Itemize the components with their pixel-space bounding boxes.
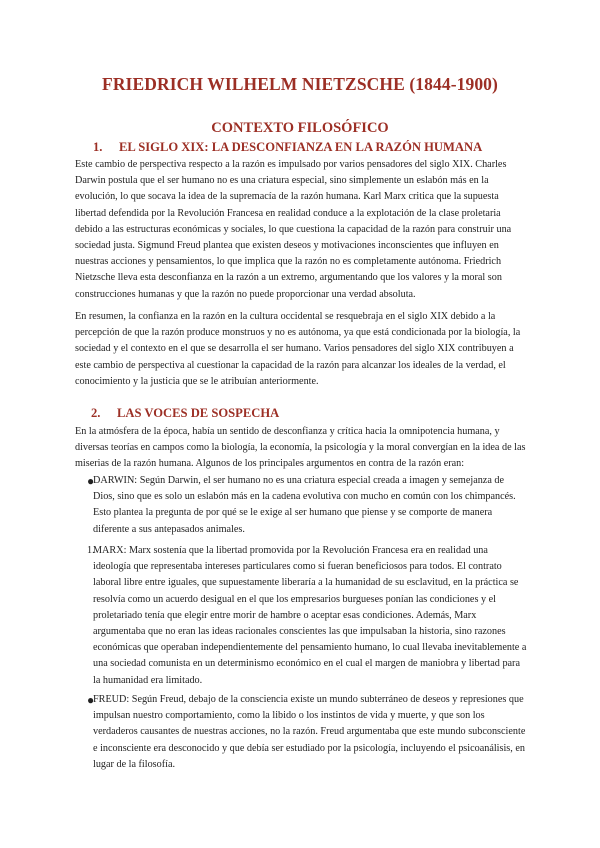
section-1-heading [93, 140, 482, 155]
section-1-paragraph-2: En resumen, la confianza en la razón en la cultura occidental se resquebraja en el siglo XIX debido a la percepción de que la razón produce monstruos y no es autónoma, ya que está condicionada por la biología, la sociedad y el contexto en el que se desarrolla el ser humano. Varios pensadores del siglo XIX contribuyen a este cambio de perspectiva al cuestionar la capacidad de la razón para alcanzar los ideales de la verdad, el conocimiento y la justicia que se le atribuían anteriormente. [75, 311, 521, 387]
section-2-number: 2. [91, 406, 101, 420]
section-2-intro: En la atmósfera de la época, había un sentido de desconfianza y crítica hacia la omnipotencia humana, y diversas teorías en campos como la biología, la economía, la psicología y la moral convergían en la idea de las miserias de la razón humana. Algunos de los principales argumentos en contra de la razón eran: [75, 426, 526, 470]
context-heading: CONTEXTO FILOSÓFICO [211, 120, 389, 136]
list-item-marx [75, 543, 527, 689]
bullet-marker: ● [87, 474, 95, 488]
section-1-number: 1. [93, 140, 103, 154]
list-item-darwin [75, 473, 527, 538]
list-item-freud [75, 692, 527, 773]
document-title: FRIEDRICH WILHELM NIETZSCHE (1844-1900) [102, 74, 498, 94]
list-item-text: FREUD: Según Freud, debajo de la consciencia existe un mundo subterráneo de deseos y represiones que impulsan nuestro comportamiento, como la libido o los instintos de vida y muerte, y que son los verdaderos causantes de nuestras acciones, no la razón. Freud argumentaba que este mundo subconsciente e inconsciente era desconocido y que debía ser estudiado por la psicología, incluyendo el psicoanálisis, en lugar de la filosofía. [93, 694, 526, 770]
number-marker: 1. [87, 545, 95, 556]
section-2-title: LAS VOCES DE SOSPECHA [117, 406, 280, 420]
list-item-text: DARWIN: Según Darwin, el ser humano no es una criatura especial creada a imagen y semejanza de Dios, sino que es solo un eslabón más en la cadena evolutiva con mucho en común con los chimpancés. Esto plantea la pregunta de por qué se le exige al ser humano que piense y se comporte de manera diferente a sus antepasados animales. [93, 475, 516, 535]
section-1-paragraph-1: Este cambio de perspectiva respecto a la razón es impulsado por varios pensadores del siglo XIX. Charles Darwin postula que el ser humano no es una criatura especial, sino simplemente un eslabón más en la evolución, lo que socava la idea de la supremacía de la razón humana. Karl Marx critica que la supuesta libertad defendida por la Revolución Francesa en realidad conduce a la explotación de la clase proletaria debido a las estructuras económicas y sociales, lo que cuestiona la capacidad de la razón para construir una sociedad justa. Sigmund Freud plantea que existen deseos y motivaciones inconscientes que influyen en nuestras acciones y pensamientos, lo que implica que la razón no es completamente autónoma. Friedrich Nietzsche lleva esta desconfianza en la razón a un extremo, argumentando que los valores y la moral son construcciones humanas y que la razón no puede proporcionar una verdad absoluta. [75, 159, 512, 300]
section-1-title: EL SIGLO XIX: LA DESCONFIANZA EN LA RAZÓN HUMANA [119, 140, 483, 154]
section-2-heading [91, 406, 279, 421]
list-item-text: MARX: Marx sostenía que la libertad promovida por la Revolución Francesa era en realidad una ideología que representaba intereses particulares como si fueran beneficiosos para todos. El contrato laboral libre entre iguales, que supuestamente liberaría a la humanidad de su esclavitud, en la práctica se resolvía como un acuerdo desigual en el que los empresarios burgueses ponían las condiciones y el proletariado tenía que elegir entre morir de hambre o aceptar esas condiciones. Además, Marx argumentaba que no eran las ideas racionales conscientes las que impulsaban la historia, sino razones económicas que operaban independientemente del pensamiento humano, lo cual llevaba inevitablemente a una sociedad comunista en un determinismo económico en el cual el margen de maniobra y libertad para la humanidad era limitado. [93, 545, 527, 686]
bullet-marker: ● [87, 693, 95, 707]
